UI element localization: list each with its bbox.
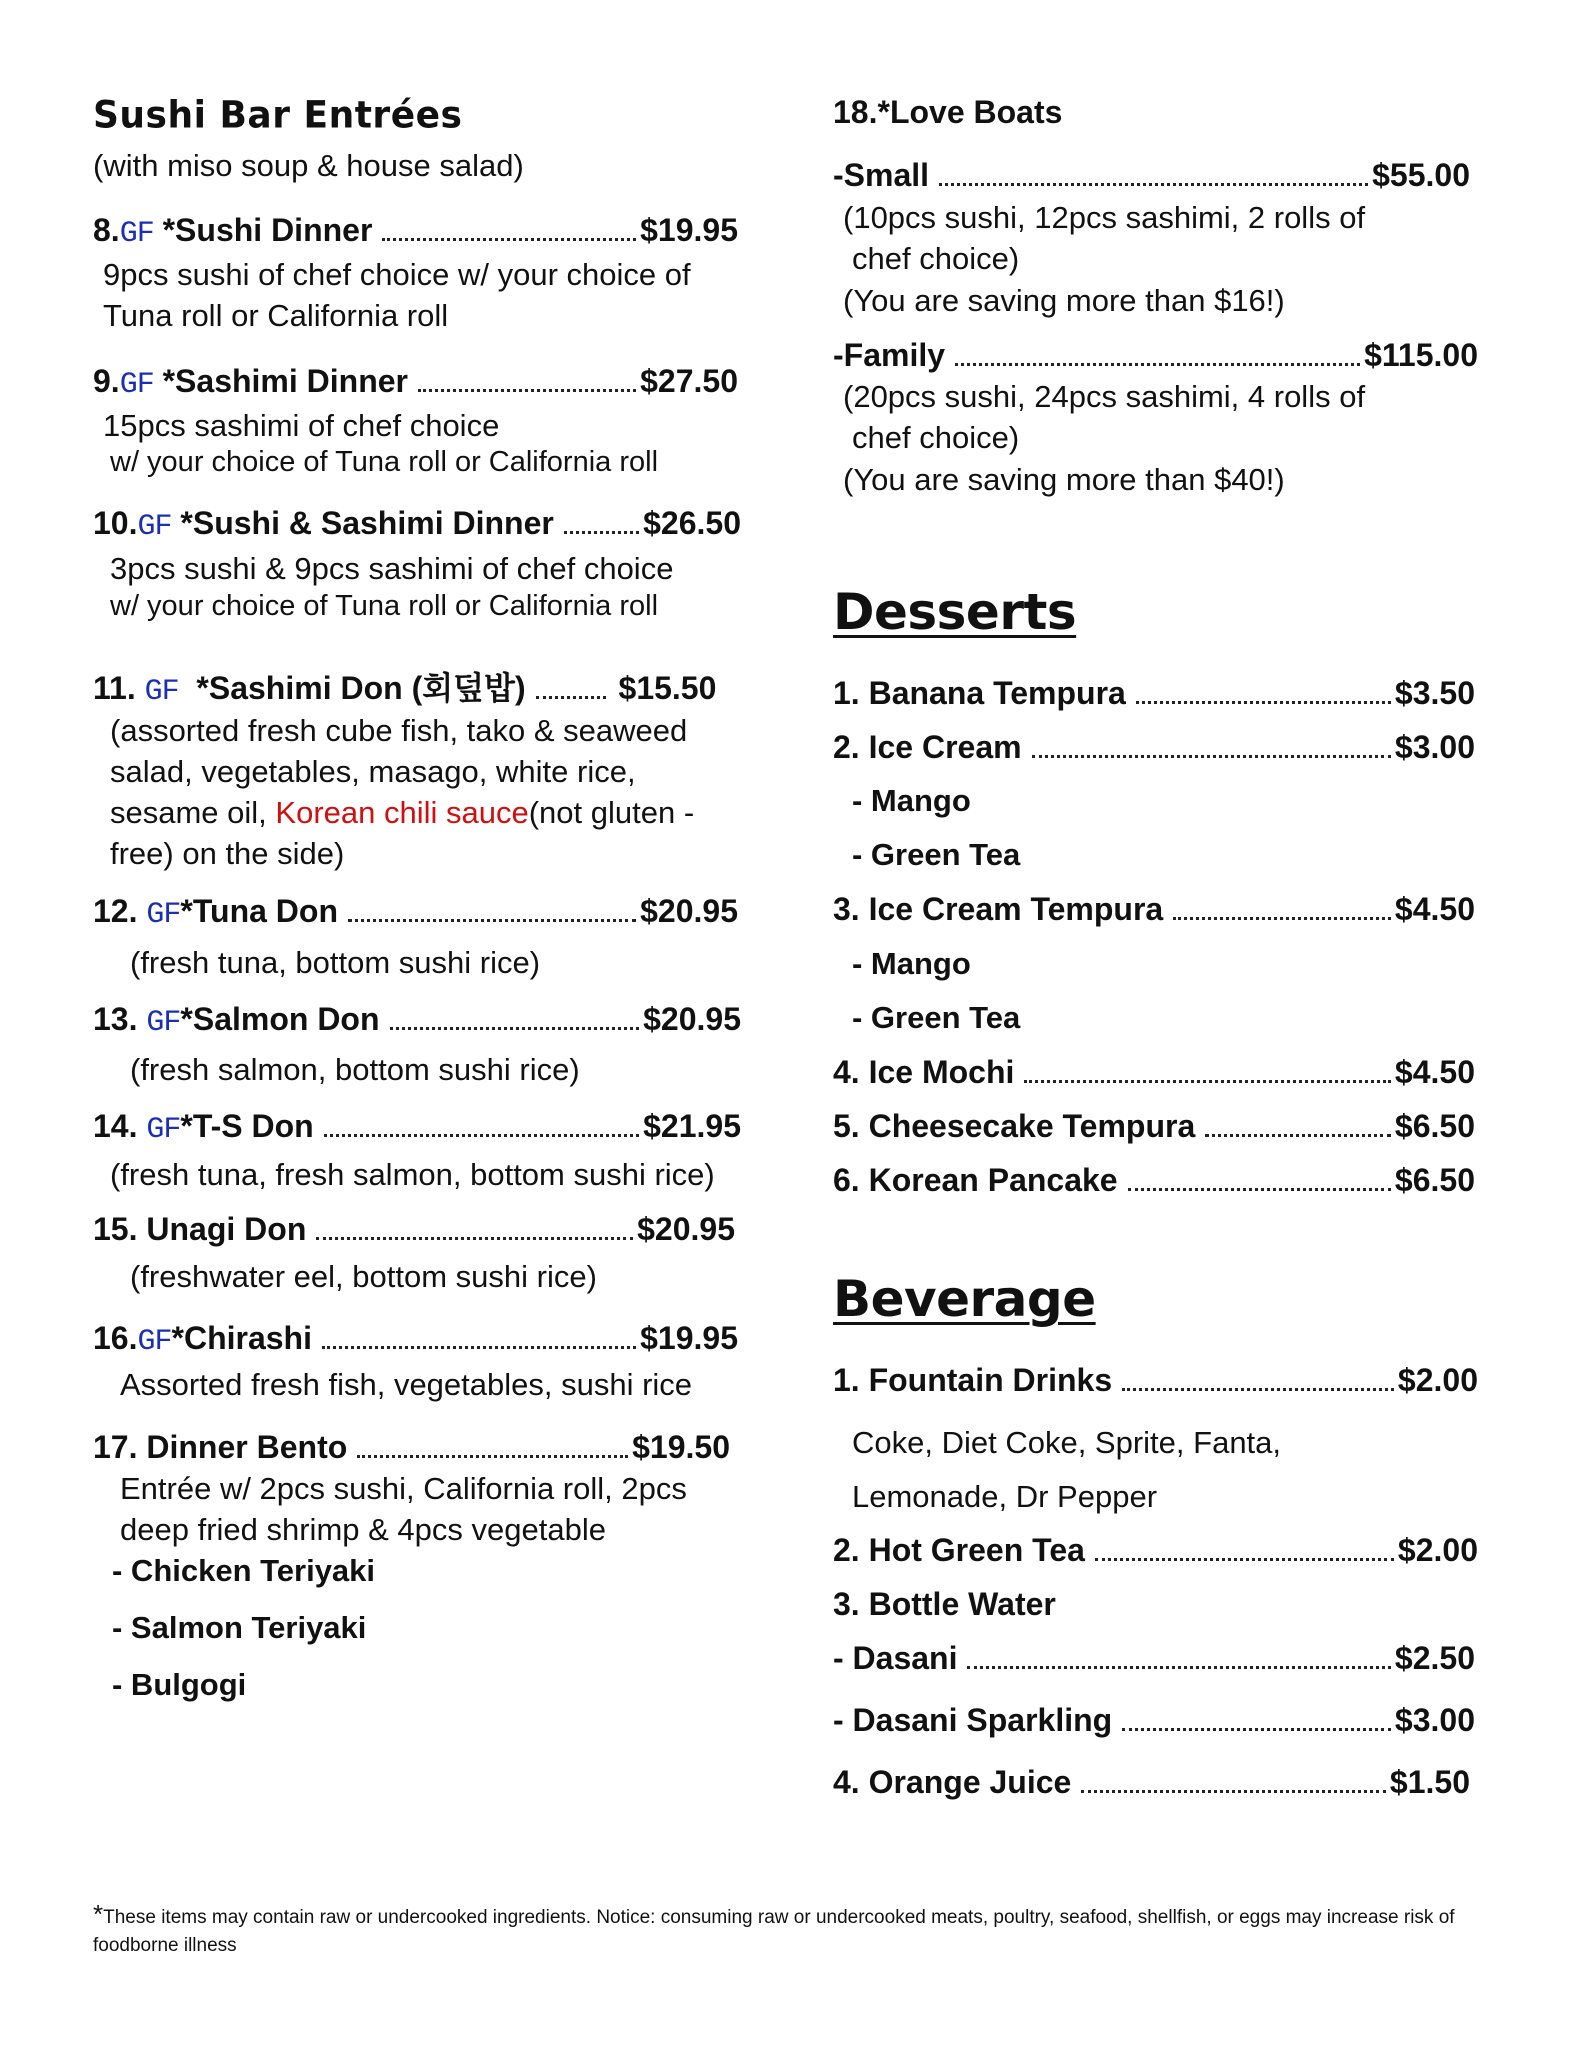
item-description bbox=[110, 710, 740, 874]
option-salmon-teriyaki: - Salmon Teriyaki bbox=[112, 1610, 367, 1645]
menu-item-11 bbox=[93, 663, 738, 709]
item-price: $2.50 bbox=[1394, 1640, 1475, 1676]
item-number: 12. bbox=[93, 893, 138, 929]
dot-leader bbox=[1032, 755, 1391, 758]
item-name: 1. Banana Tempura bbox=[833, 675, 1126, 711]
item-description: Assorted fresh fish, vegetables, sushi rice bbox=[120, 1367, 693, 1402]
item-name: 4. Orange Juice bbox=[833, 1764, 1072, 1800]
option-bulgogi: - Bulgogi bbox=[112, 1667, 247, 1702]
item-name: 3. Ice Cream Tempura bbox=[833, 891, 1164, 927]
menu-item-9 bbox=[93, 363, 738, 402]
dot-leader bbox=[967, 1666, 1390, 1669]
dot-leader bbox=[939, 183, 1368, 186]
dessert-cheesecake-tempura bbox=[833, 1108, 1475, 1145]
item-name: 4. Ice Mochi bbox=[833, 1054, 1015, 1090]
item-price: $6.50 bbox=[1394, 1162, 1475, 1198]
item-description: chef choice) bbox=[852, 420, 1020, 455]
dot-leader bbox=[1122, 1728, 1391, 1731]
gf-badge: GF bbox=[137, 510, 172, 544]
item-name: *Sashimi Don (회덮밥) bbox=[196, 670, 526, 706]
item-description: 15pcs sashimi of chef choice bbox=[103, 408, 500, 443]
beverage-orange-juice bbox=[833, 1764, 1470, 1801]
option-mango: - Mango bbox=[852, 946, 971, 981]
dot-leader bbox=[322, 1346, 636, 1349]
dot-leader bbox=[955, 363, 1360, 366]
item-number: 15. bbox=[93, 1211, 138, 1247]
menu-item-17 bbox=[93, 1429, 730, 1466]
loveboats-title bbox=[833, 94, 1062, 131]
item-name: *Sashimi Dinner bbox=[162, 363, 408, 399]
dot-leader bbox=[316, 1237, 633, 1240]
item-price: $2.00 bbox=[1397, 1532, 1478, 1568]
item-name: 6. Korean Pancake bbox=[833, 1162, 1118, 1198]
dot-leader bbox=[1095, 1558, 1394, 1561]
item-number: 9. bbox=[93, 363, 120, 399]
item-name: *Tuna Don bbox=[180, 893, 338, 929]
item-name: *Salmon Don bbox=[180, 1001, 380, 1037]
item-name: *Sushi & Sashimi Dinner bbox=[180, 505, 554, 541]
item-description: chef choice) bbox=[852, 241, 1020, 276]
dot-leader bbox=[324, 1134, 639, 1137]
item-name: 5. Cheesecake Tempura bbox=[833, 1108, 1196, 1144]
gf-badge: GF bbox=[119, 368, 154, 402]
item-price: $20.95 bbox=[643, 1001, 741, 1037]
item-price: $19.95 bbox=[640, 212, 738, 248]
item-name: 2. Ice Cream bbox=[833, 729, 1022, 765]
item-name: - Dasani bbox=[833, 1640, 958, 1676]
menu-item-13 bbox=[93, 1001, 741, 1040]
option-chicken-teriyaki: - Chicken Teriyaki bbox=[112, 1553, 376, 1588]
loveboats-title-text: 18.*Love Boats bbox=[833, 94, 1063, 130]
beverage-bottle-water bbox=[833, 1586, 1056, 1623]
item-number: 10. bbox=[93, 505, 138, 541]
dot-leader bbox=[1173, 917, 1391, 920]
item-name: 2. Hot Green Tea bbox=[833, 1532, 1085, 1568]
item-price: $1.50 bbox=[1389, 1764, 1470, 1800]
menu-item-10 bbox=[93, 505, 741, 544]
item-price: $2.00 bbox=[1397, 1362, 1478, 1398]
dot-leader bbox=[418, 389, 636, 392]
menu-item-15 bbox=[93, 1211, 735, 1248]
section-title-beverage: Beverage bbox=[833, 1270, 1096, 1328]
item-description: 3pcs sushi & 9pcs sashimi of chef choice bbox=[110, 551, 674, 586]
loveboat-family bbox=[833, 337, 1478, 374]
item-price: $15.50 bbox=[618, 670, 717, 706]
item-number: 16. bbox=[93, 1320, 138, 1356]
dot-leader bbox=[1136, 701, 1391, 704]
item-description: Lemonade, Dr Pepper bbox=[852, 1479, 1158, 1514]
item-number: 17. bbox=[93, 1429, 138, 1465]
dessert-ice-cream bbox=[833, 729, 1475, 766]
item-name: -Family bbox=[833, 337, 946, 373]
dot-leader bbox=[390, 1027, 640, 1030]
desc-text: (not gluten -free) on the side) bbox=[110, 795, 695, 871]
menu-item-16 bbox=[93, 1320, 738, 1359]
item-price: $3.00 bbox=[1394, 729, 1475, 765]
gf-badge: GF bbox=[137, 1325, 172, 1359]
gf-badge: GF bbox=[146, 898, 181, 932]
item-price: $27.50 bbox=[640, 363, 738, 399]
beverage-fountain-drinks bbox=[833, 1362, 1478, 1399]
item-name: *Chirashi bbox=[171, 1320, 312, 1356]
item-price: $3.00 bbox=[1394, 1702, 1475, 1738]
item-description: 9pcs sushi of chef choice w/ your choice of Tuna roll or California roll bbox=[103, 257, 691, 333]
dot-leader bbox=[1081, 1790, 1386, 1793]
gf-badge: GF bbox=[146, 1113, 181, 1147]
menu-item-14 bbox=[93, 1108, 741, 1147]
item-description: (20pcs sushi, 24pcs sashimi, 4 rolls of bbox=[843, 379, 1366, 414]
section-subtitle-sushi: (with miso soup & house salad) bbox=[93, 148, 524, 183]
option-mango: - Mango bbox=[852, 783, 971, 818]
item-name: - Dasani Sparkling bbox=[833, 1702, 1113, 1738]
item-name: -Small bbox=[833, 157, 930, 193]
asterisk: * bbox=[93, 1899, 104, 1929]
item-description: (10pcs sushi, 12pcs sashimi, 2 rolls of bbox=[843, 200, 1366, 235]
dessert-korean-pancake bbox=[833, 1162, 1475, 1199]
item-description: (fresh tuna, bottom sushi rice) bbox=[130, 945, 541, 980]
item-price: $4.50 bbox=[1394, 891, 1475, 927]
item-price: $19.95 bbox=[640, 1320, 738, 1356]
item-price: $20.95 bbox=[637, 1211, 735, 1247]
item-price: $20.95 bbox=[640, 893, 738, 929]
item-price: $19.50 bbox=[632, 1429, 730, 1465]
menu-item-12 bbox=[93, 893, 738, 932]
section-title-sushi: Sushi Bar Entrées bbox=[93, 93, 463, 138]
item-name: *T-S Don bbox=[180, 1108, 314, 1144]
desc-text: (assorted fresh cube fish, tako & seaweed salad, vegetables, masago, white rice, sesame oil, bbox=[110, 713, 688, 830]
beverage-dasani bbox=[833, 1640, 1475, 1677]
item-number: 14. bbox=[93, 1108, 138, 1144]
dot-leader bbox=[348, 919, 636, 922]
item-description: Coke, Diet Coke, Sprite, Fanta, bbox=[852, 1425, 1282, 1460]
item-description: (freshwater eel, bottom sushi rice) bbox=[130, 1259, 597, 1294]
dot-leader bbox=[1205, 1134, 1391, 1137]
gf-badge: GF bbox=[119, 217, 154, 251]
dot-leader bbox=[382, 238, 636, 241]
highlight-text: Korean chili sauce bbox=[275, 795, 529, 830]
item-name: 3. Bottle Water bbox=[833, 1586, 1056, 1622]
option-green-tea: - Green Tea bbox=[852, 1000, 1021, 1035]
item-name: Unagi Don bbox=[146, 1211, 307, 1247]
dot-leader bbox=[357, 1455, 628, 1458]
item-price: $6.50 bbox=[1394, 1108, 1475, 1144]
beverage-hot-green-tea bbox=[833, 1532, 1478, 1569]
loveboat-small bbox=[833, 157, 1470, 194]
item-price: $4.50 bbox=[1394, 1054, 1475, 1090]
dot-leader bbox=[1024, 1080, 1391, 1083]
item-description: (fresh tuna, fresh salmon, bottom sushi rice) bbox=[110, 1157, 715, 1192]
item-name: Dinner Bento bbox=[146, 1429, 348, 1465]
item-description: (You are saving more than $16!) bbox=[843, 283, 1285, 318]
item-price: $3.50 bbox=[1394, 675, 1475, 711]
dessert-ice-cream-tempura bbox=[833, 891, 1475, 928]
item-price: $21.95 bbox=[643, 1108, 741, 1144]
item-description: w/ your choice of Tuna roll or California roll bbox=[110, 446, 659, 478]
item-description: (fresh salmon, bottom sushi rice) bbox=[130, 1052, 580, 1087]
item-name: 1. Fountain Drinks bbox=[833, 1362, 1113, 1398]
dot-leader bbox=[536, 696, 606, 699]
item-description: w/ your choice of Tuna roll or California roll bbox=[110, 590, 659, 622]
item-price: $55.00 bbox=[1372, 157, 1470, 193]
footer-disclaimer bbox=[93, 1900, 1493, 1960]
item-price: $115.00 bbox=[1364, 337, 1478, 373]
item-number: 11. bbox=[93, 670, 136, 706]
item-number: 13. bbox=[93, 1001, 138, 1037]
option-green-tea: - Green Tea bbox=[852, 837, 1021, 872]
dot-leader bbox=[564, 531, 639, 534]
section-title-desserts: Desserts bbox=[833, 583, 1077, 641]
item-description: (You are saving more than $40!) bbox=[843, 462, 1285, 497]
item-price: $26.50 bbox=[643, 505, 741, 541]
dot-leader bbox=[1122, 1388, 1394, 1391]
menu-item-8 bbox=[93, 212, 738, 251]
item-number: 8. bbox=[93, 212, 120, 248]
dot-leader bbox=[1128, 1188, 1391, 1191]
dessert-ice-mochi bbox=[833, 1054, 1475, 1091]
item-description: Entrée w/ 2pcs sushi, California roll, 2pcs deep fried shrimp & 4pcs vegetable bbox=[120, 1471, 687, 1547]
beverage-dasani-sparkling bbox=[833, 1702, 1475, 1739]
dessert-banana-tempura bbox=[833, 675, 1475, 712]
gf-badge: GF bbox=[146, 1006, 181, 1040]
gf-badge: GF bbox=[144, 675, 179, 709]
item-name: *Sushi Dinner bbox=[162, 212, 373, 248]
disclaimer-text: These items may contain raw or undercooked ingredients. Notice: consuming raw or undercooked meats, poultry, seafood, shellfish, or eggs may increase risk of foodborne illness bbox=[93, 1907, 1455, 1956]
